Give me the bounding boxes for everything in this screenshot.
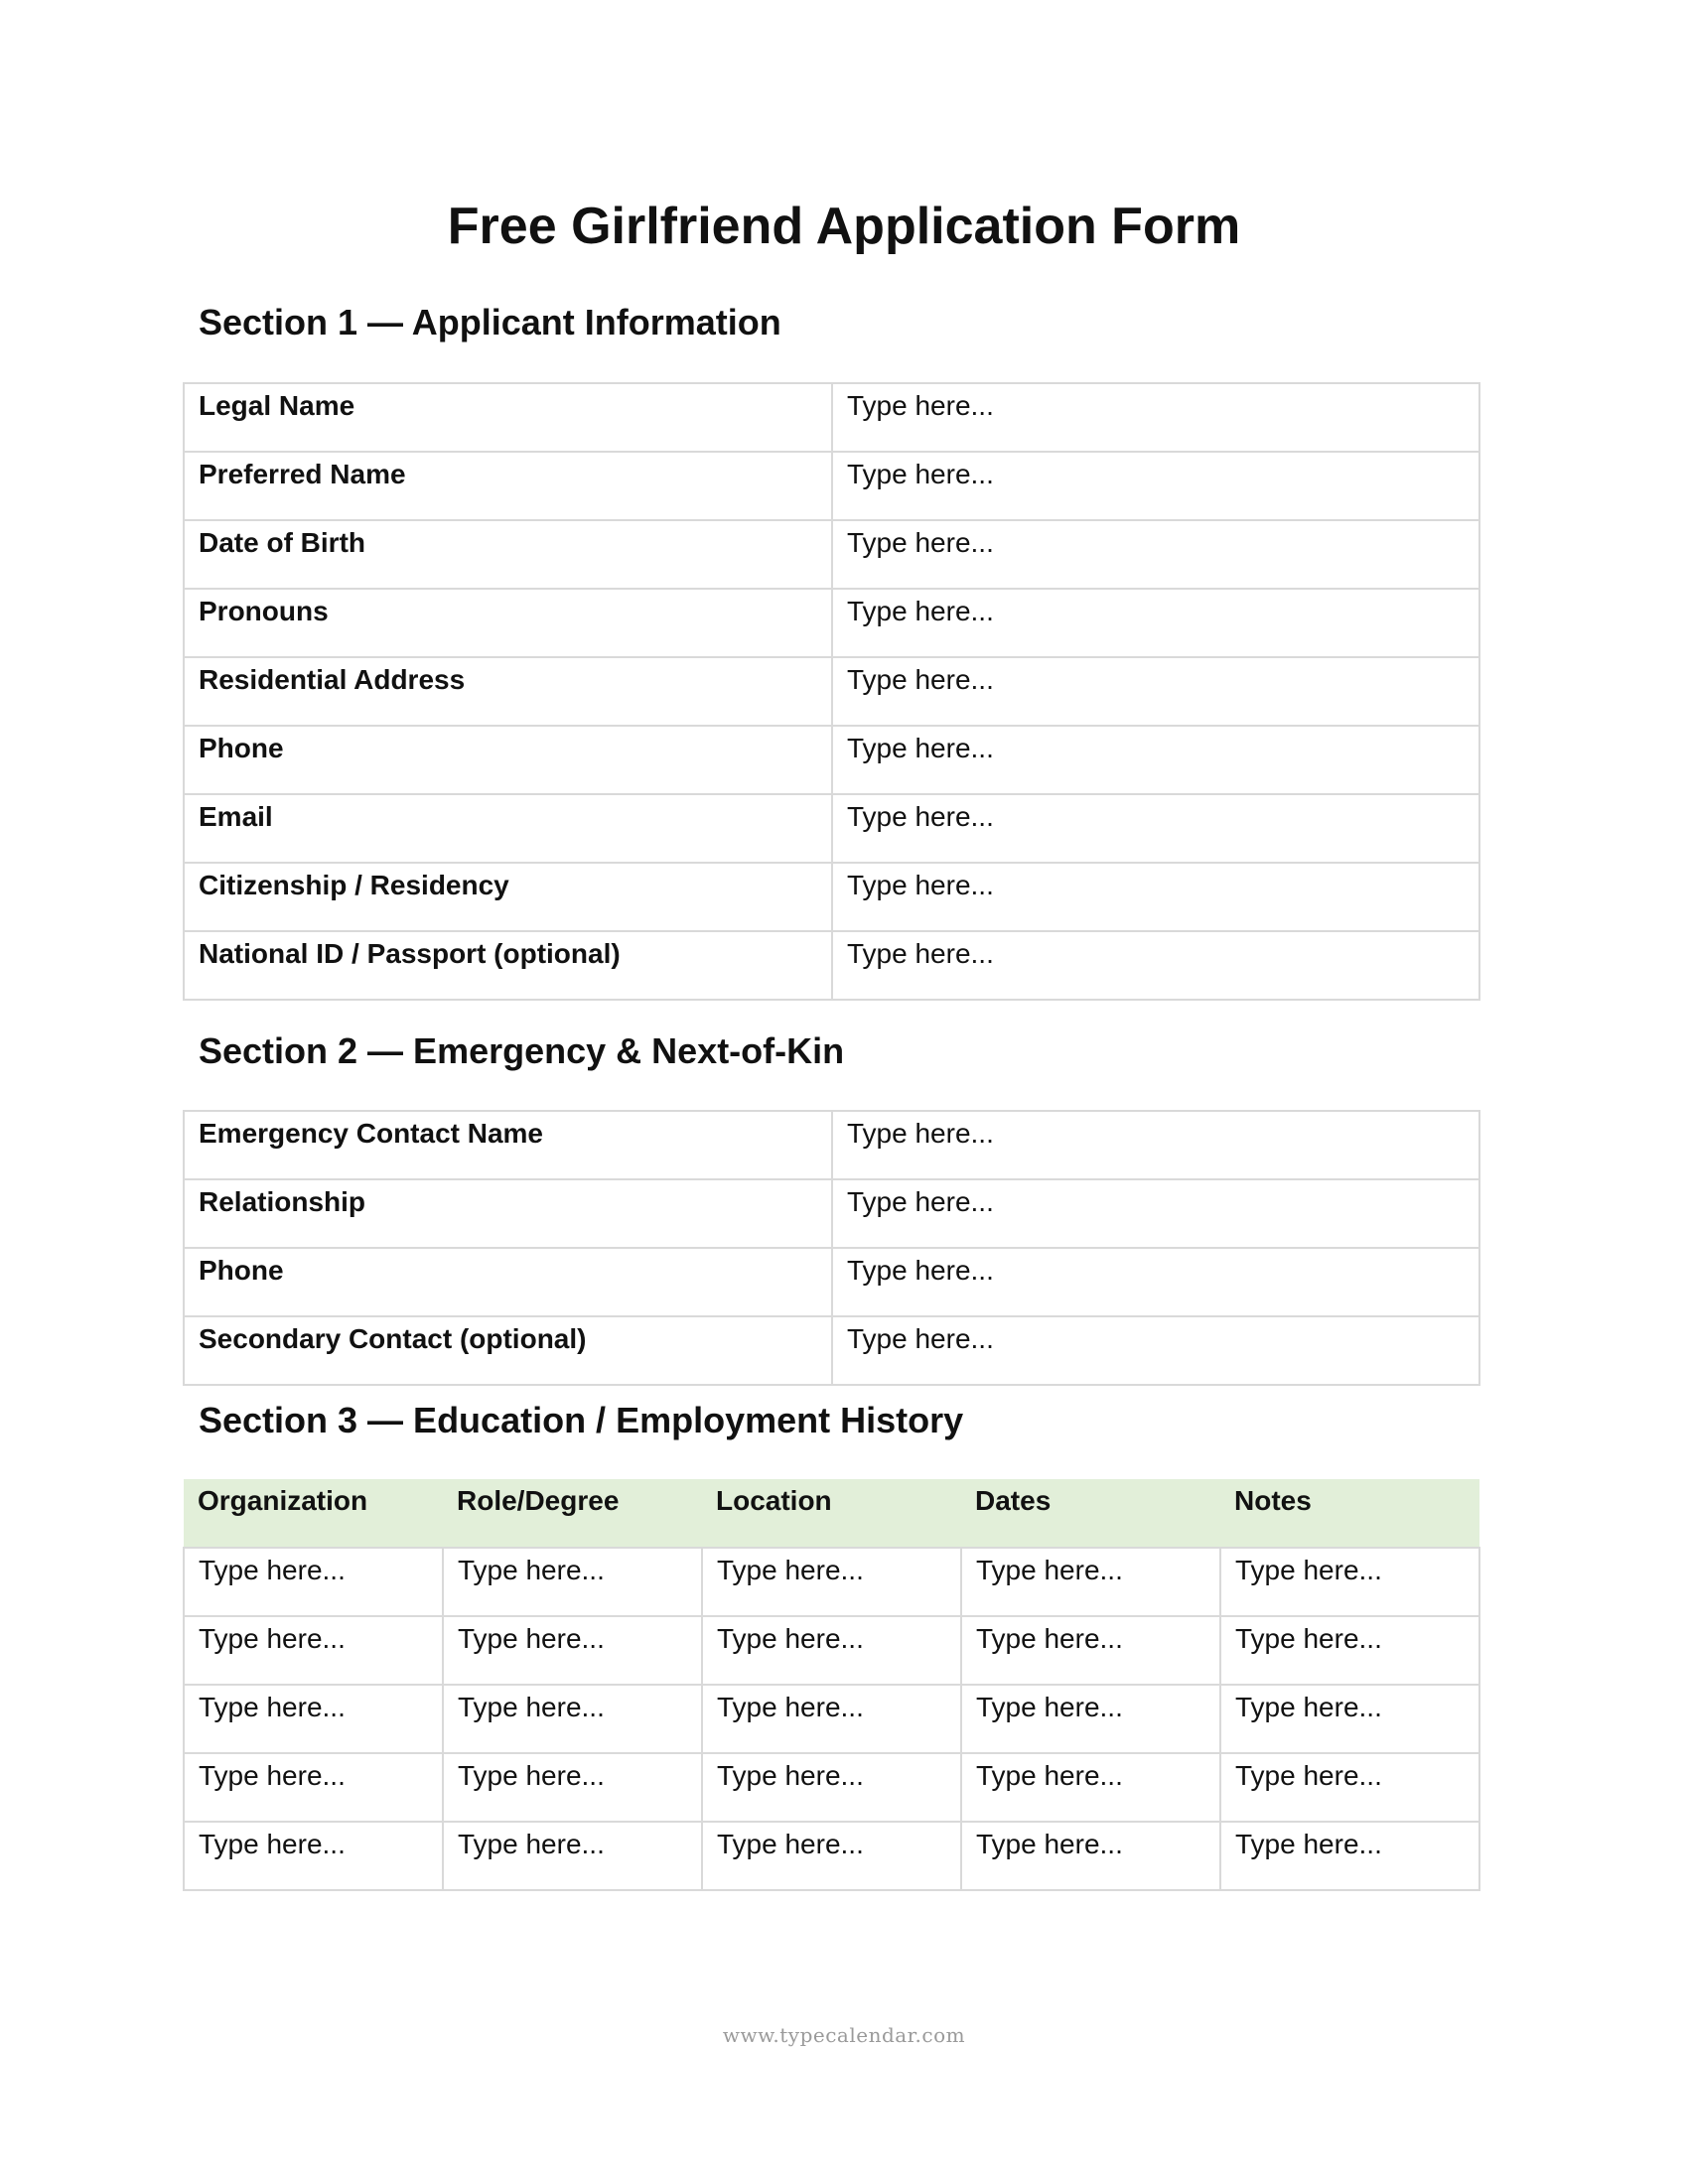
table-row	[184, 931, 1479, 1000]
table-cell-input[interactable]: Type here...	[961, 1822, 1220, 1890]
history-table	[183, 1479, 1480, 1891]
field-label: Date of Birth	[184, 520, 832, 589]
table-cell-input[interactable]: Type here...	[184, 1753, 443, 1822]
field-label: Pronouns	[184, 589, 832, 657]
table-cell-input[interactable]: Type here...	[443, 1548, 702, 1616]
table-row	[184, 1316, 1479, 1385]
field-label: Phone	[184, 726, 832, 794]
table-row	[184, 794, 1479, 863]
field-input[interactable]: Type here...	[832, 1111, 1479, 1179]
table-cell-input[interactable]: Type here...	[961, 1685, 1220, 1753]
field-input[interactable]: Type here...	[832, 1316, 1479, 1385]
table-cell-input[interactable]: Type here...	[184, 1548, 443, 1616]
column-header-notes: Notes	[1220, 1479, 1479, 1548]
column-header-organization: Organization	[184, 1479, 443, 1548]
column-header-dates: Dates	[961, 1479, 1220, 1548]
table-cell-input[interactable]: Type here...	[961, 1753, 1220, 1822]
table-cell-input[interactable]: Type here...	[1220, 1753, 1479, 1822]
field-label: Secondary Contact (optional)	[184, 1316, 832, 1385]
field-input[interactable]: Type here...	[832, 726, 1479, 794]
table-cell-input[interactable]: Type here...	[184, 1685, 443, 1753]
table-cell-input[interactable]: Type here...	[443, 1822, 702, 1890]
table-cell-input[interactable]: Type here...	[702, 1753, 961, 1822]
table-cell-input[interactable]: Type here...	[443, 1685, 702, 1753]
column-header-location: Location	[702, 1479, 961, 1548]
footer-url[interactable]: www.typecalendar.com	[722, 2023, 966, 2047]
table-cell-input[interactable]: Type here...	[443, 1616, 702, 1685]
field-input[interactable]: Type here...	[832, 1248, 1479, 1316]
table-row	[184, 1248, 1479, 1316]
table-row	[184, 1822, 1479, 1890]
field-label: Preferred Name	[184, 452, 832, 520]
field-input[interactable]: Type here...	[832, 520, 1479, 589]
field-input[interactable]: Type here...	[832, 657, 1479, 726]
section-1-heading: Section 1 — Applicant Information	[199, 302, 781, 342]
section-2-heading: Section 2 — Emergency & Next-of-Kin	[199, 1030, 845, 1071]
field-input[interactable]: Type here...	[832, 383, 1479, 452]
table-cell-input[interactable]: Type here...	[702, 1685, 961, 1753]
table-header-row	[184, 1479, 1479, 1548]
table-cell-input[interactable]: Type here...	[702, 1822, 961, 1890]
table-cell-input[interactable]: Type here...	[184, 1616, 443, 1685]
field-label: Relationship	[184, 1179, 832, 1248]
page-title: Free Girlfriend Application Form	[447, 198, 1241, 255]
field-label: Emergency Contact Name	[184, 1111, 832, 1179]
applicant-info-table	[183, 382, 1480, 1001]
table-row	[184, 1685, 1479, 1753]
table-cell-input[interactable]: Type here...	[184, 1822, 443, 1890]
field-input[interactable]: Type here...	[832, 589, 1479, 657]
table-cell-input[interactable]: Type here...	[1220, 1616, 1479, 1685]
table-row	[184, 1616, 1479, 1685]
table-cell-input[interactable]: Type here...	[1220, 1822, 1479, 1890]
column-header-role-degree: Role/Degree	[443, 1479, 702, 1548]
field-input[interactable]: Type here...	[832, 863, 1479, 931]
field-input[interactable]: Type here...	[832, 452, 1479, 520]
field-label: Phone	[184, 1248, 832, 1316]
field-input[interactable]: Type here...	[832, 931, 1479, 1000]
table-row	[184, 452, 1479, 520]
table-cell-input[interactable]: Type here...	[1220, 1548, 1479, 1616]
field-label: Email	[184, 794, 832, 863]
table-row	[184, 383, 1479, 452]
field-input[interactable]: Type here...	[832, 794, 1479, 863]
field-label: Residential Address	[184, 657, 832, 726]
table-row	[184, 589, 1479, 657]
table-row	[184, 1179, 1479, 1248]
table-cell-input[interactable]: Type here...	[1220, 1685, 1479, 1753]
field-label: Legal Name	[184, 383, 832, 452]
table-row	[184, 1111, 1479, 1179]
table-row	[184, 726, 1479, 794]
section-3-heading: Section 3 — Education / Employment History	[199, 1400, 964, 1440]
table-row	[184, 863, 1479, 931]
field-label: National ID / Passport (optional)	[184, 931, 832, 1000]
field-input[interactable]: Type here...	[832, 1179, 1479, 1248]
emergency-contact-table	[183, 1110, 1480, 1386]
table-row	[184, 657, 1479, 726]
table-row	[184, 1753, 1479, 1822]
table-row	[184, 520, 1479, 589]
table-cell-input[interactable]: Type here...	[961, 1616, 1220, 1685]
table-cell-input[interactable]: Type here...	[702, 1616, 961, 1685]
field-label: Citizenship / Residency	[184, 863, 832, 931]
table-cell-input[interactable]: Type here...	[443, 1753, 702, 1822]
table-cell-input[interactable]: Type here...	[702, 1548, 961, 1616]
table-row	[184, 1548, 1479, 1616]
table-cell-input[interactable]: Type here...	[961, 1548, 1220, 1616]
